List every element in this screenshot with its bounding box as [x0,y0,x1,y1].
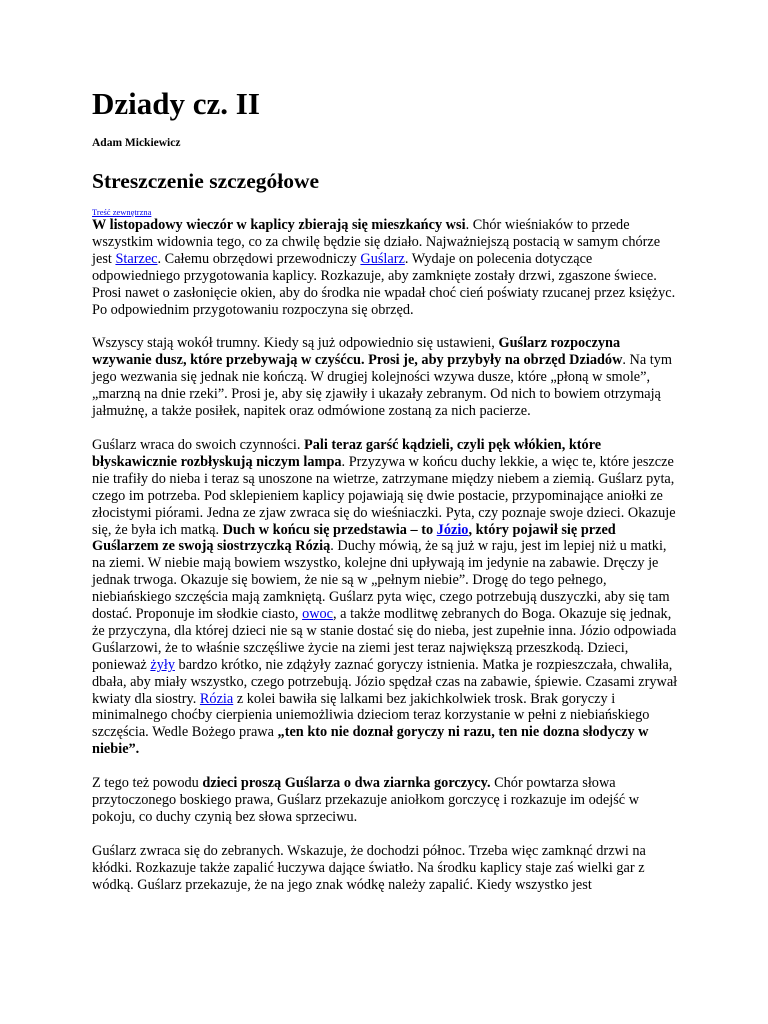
author-name: Adam Mickiewicz [92,137,181,149]
inline-link[interactable]: Józio [436,521,469,538]
text-run: Chór powtarza słowa przytoczonego boskiego prawa, Guślarz przekazuje aniołkom gorczycę i rozkazuje im odejść w pokoju, co duchy czynią bez słowa sprzeciwu. [92,775,640,825]
text-run: . Duchy mówią, że są już w raju, jest im lepiej niż u matki, na ziemi. W niebie mają bowiem wszystko, kolejne dni upływają im jedynie na zabawie. Dręczy je jednak trwoga. Okazuje się bowiem, że nie są w „pełnym niebie”. Drogę do tego pełnego, niebiańskiego szczęścia mają zamkniętą. Guślarz pyta więc, czego potrzebują duszyczki, aby się tam dostać. Proponuje im słodkie ciasto, [92,538,670,623]
external-content-link[interactable]: Treść zewnętrzna [92,207,152,217]
bold-text: Guślarz rozpoczyna wzywanie dusz, które przebywają w czyśćcu. Prosi je, aby przybyły na obrzęd Dziadów [92,335,623,369]
text-run: . Wydaje on polecenia dotyczące odpowiedniego przygotowania kaplicy. Rozkazuje, aby zamknięte zostały drzwi, zgaszone świece. Prosi nawet o zasłonięcie okien, aby do środka nie wpadał choć cień poświaty rzucanej przez księżyc. Po odpowiednim przygotowaniu rozpoczyna się obrzęd. [92,250,676,318]
text-run: Wszyscy stają wokół trumny. Kiedy są już odpowiednio się ustawieni, [92,335,499,352]
external-content-label [92,207,680,217]
text-run: Z tego też powodu [92,775,203,792]
paragraph [92,335,680,420]
inline-link[interactable]: żyły [150,656,175,673]
section-heading: Streszczenie szczegółowe [92,169,320,193]
bold-text: „ten kto nie doznał goryczy ni razu, ten nie dozna słodyczy w niebie”. [92,724,649,758]
bold-text: W listopadowy wieczór w kaplicy zbierają się mieszkańcy wsi [92,217,466,233]
text-run: z kolei bawiła się lalkami bez jakichkolwiek trosk. Brak goryczy i minimalnego choćby cierpienia uniemożliwia dzieciom teraz korzystanie w pełni z niebiańskiego szczęścia. Wedle Bożego prawa [92,690,650,741]
text-run: bardzo krótko, nie zdążyły zaznać goryczy istnienia. Matka je rozpieszczała, chwaliła, dbała, aby miały wszystko, czego potrzebują. Józio spędzał czas na zabawie, śpiewie. Czasami zrywał kwiaty dla siostry. [92,656,678,707]
text-run: . Na tym jego wezwania się jednak nie kończą. W drugiej kolejności wzywa dusze, które „płoną w smole”, „marzną na dnie rzeki”. Prosi je, aby się zjawiły i ukazały zebranym. Od nich to bowiem otrzymają jałmużnę, a także posiłek, napitek oraz odmówione zostaną za nich pacierze. [92,352,673,420]
paragraph [92,843,680,894]
paragraph [92,437,680,758]
document-title: Dziady cz. II [92,86,260,121]
paragraph [92,217,680,318]
text-run: . Przyzywa w końcu duchy lekkie, a więc te, które jeszcze nie trafiły do nieba i teraz są unoszone na wietrze, zatrzymane między niebem a ziemią. Guślarz pyta, czego im potrzeba. Pod sklepieniem kaplicy pojawiają się dwie postacie, przypominające aniołki ze złocistymi piórami. Jedna ze zjaw zwraca się do wieśniaczki. Pyta, czy poznaje swoje dzieci. Okazuje się, że była ich matką. [92,453,676,538]
bold-text: Duch w końcu się przedstawia – to [222,521,437,538]
text-run: Guślarz wraca do swoich czynności. [92,436,304,453]
text-run: . Chór wieśniaków to przede wszystkim widownia tego, co za chwilę będzie się działo. Najważniejszą postacią w samym chórze jest [92,217,661,267]
inline-link[interactable]: Rózia [199,690,234,707]
bold-text: , który pojawił się przed Guślarzem ze swoją siostrzyczką Rózią [92,521,616,555]
text-run: . Całemu obrzędowi przewodniczy [157,250,361,267]
bold-text: Pali teraz garść kądzieli, czyli pęk włókien, które błyskawicznie rozbłyskują niczym lampa [92,436,602,470]
summary-text [92,217,680,894]
inline-link[interactable]: Guślarz [360,250,405,267]
text-run: Guślarz zwraca się do zebranych. Wskazuje, że dochodzi północ. Trzeba więc zamknąć drzwi na kłódki. Rozkazuje także zapalić łuczywa dające światło. Na środku kaplicy staje zaś wielki gar z wódką. Guślarz przekazuje, że na jego znak wódkę należy zapalić. Kiedy wszystko jest [92,842,646,893]
inline-link[interactable]: Starzec [115,250,158,267]
inline-link[interactable]: owoc [302,606,334,623]
text-run: , a także modlitwę zebranych do Boga. Okazuje się jednak, że przyczyna, dla której dzieci nie są w stanie dostać się do nieba, jest zupełnie inna. Józio odpowiada Guślarzowi, że to właśnie szczęśliwe życie na ziemi jest teraz największą przeszkodą. Dzieci, ponieważ [92,606,677,673]
bold-text: dzieci proszą Guślarza o dwa ziarnka gorczycy. [202,775,491,792]
paragraph [92,775,680,826]
